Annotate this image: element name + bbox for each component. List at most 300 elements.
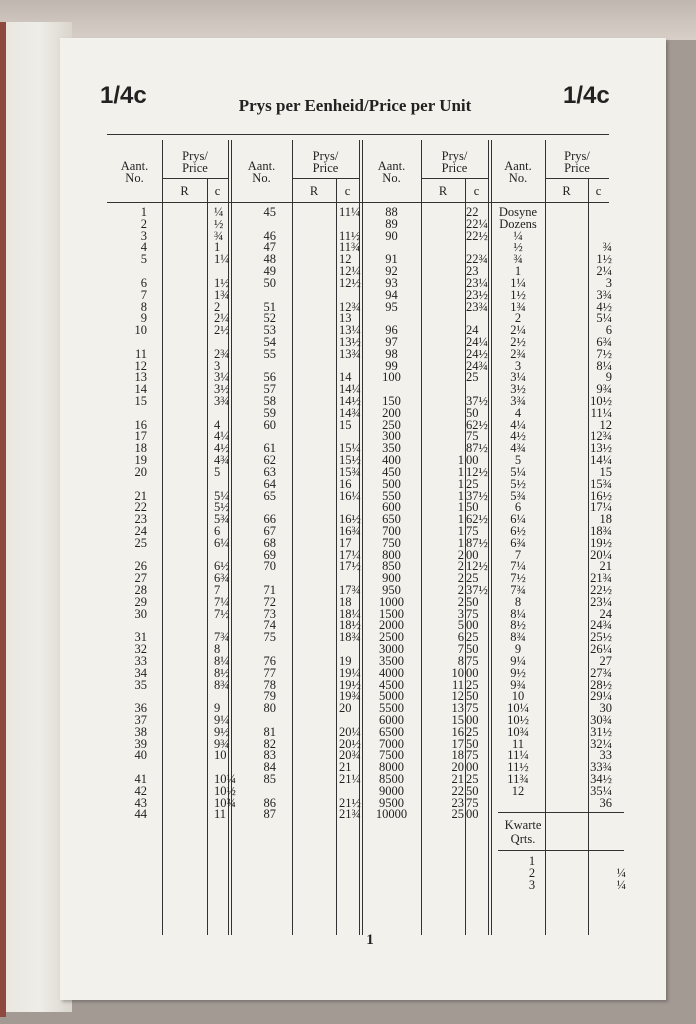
cents-cell: 2½ (214, 323, 230, 338)
quantity-cell: 72 (263, 594, 276, 609)
cents-cell: 3 (605, 275, 612, 290)
cents-cell: 25 (466, 677, 479, 692)
quantity-cell: 33 (134, 653, 147, 668)
rand-cell (421, 254, 464, 266)
rand-cell: 1 (457, 535, 464, 550)
cents-cell: 00 (466, 712, 479, 727)
quantity-cell: 55 (263, 346, 276, 361)
cents-cell: 2 (214, 299, 221, 314)
page-number: 1 (366, 932, 374, 948)
cents-cell: 12 (339, 252, 352, 267)
cents-cell: 19 (339, 653, 352, 668)
cents-cell: 22¼ (466, 216, 488, 231)
rand-cell: 7 (457, 642, 464, 657)
quantity-cell: 5½ (510, 476, 526, 491)
cents-cell: 12 (599, 417, 612, 432)
cents-cell: 15 (339, 417, 352, 432)
cents-cell: 23 (466, 264, 479, 279)
cents-cell: 50 (466, 689, 479, 704)
quantity-cell: 25 (134, 535, 147, 550)
quantity-cell: 6 (140, 275, 147, 290)
cents-cell: 20 (339, 701, 352, 716)
quantity-cell: 70 (263, 559, 276, 574)
cents-cell: 15 (599, 464, 612, 479)
cents-cell: 7¾ (214, 630, 230, 645)
header-qty-2 (231, 160, 292, 184)
cents-cell: 24¾ (466, 358, 488, 373)
header-qty-label-en: No. (252, 171, 271, 185)
quantity-cell: 57 (263, 382, 276, 397)
rand-cell (421, 313, 464, 325)
rule-price-2 (292, 178, 359, 179)
quantity-cell: 2 (528, 865, 536, 880)
quantity-cell: 91 (385, 252, 398, 267)
quantity-cell: 56 (263, 370, 276, 385)
rand-cell: 2 (457, 571, 464, 586)
quantity-cell: 87 (263, 807, 276, 822)
cents-cell: 37½ (466, 394, 488, 408)
cents-cell: 00 (466, 665, 479, 680)
quantity-cell: 1¾ (510, 299, 526, 314)
rand-cell: 16 (451, 724, 464, 739)
cents-cell: 33¾ (590, 760, 612, 775)
top-rule (107, 134, 609, 135)
quantity-cell: 94 (385, 287, 398, 302)
rand-cell: 13 (451, 701, 464, 716)
book-spine-edge (0, 22, 6, 1017)
cents-cell: 20½ (339, 736, 361, 751)
quantity-cell: 11 (134, 346, 147, 361)
quantity-cell: 7¾ (510, 583, 526, 597)
quantity-cell: 5000 (379, 689, 404, 704)
header-qty-3 (362, 160, 421, 184)
cents-cell: 32¼ (590, 736, 612, 751)
rand-cell: 21 (451, 772, 464, 786)
cents-cell: 3¾ (596, 287, 612, 302)
cents-cell: ¾ (214, 228, 224, 243)
quantity-cell: 100 (382, 370, 401, 385)
cents-cell: 9 (605, 370, 612, 385)
cents-cell: 20¼ (590, 547, 612, 562)
col3-cents-list (466, 207, 492, 821)
cents-cell: 12¼ (339, 264, 361, 279)
quantity-cell: 850 (382, 559, 401, 574)
cents-cell: 18¾ (590, 523, 612, 538)
cents-cell: 19¾ (339, 689, 361, 704)
quantity-cell: Dozens (499, 216, 537, 231)
cents-cell: 15¼ (339, 441, 361, 456)
quantity-cell: 4 (140, 240, 147, 255)
cents-cell: 23¼ (590, 594, 612, 609)
quantity-cell: 18 (134, 441, 147, 456)
cents-cell: 5¼ (214, 488, 230, 503)
cents-cell: 26¼ (590, 642, 612, 657)
header-price-label-en: Price (441, 161, 468, 175)
quantity-cell: 1000 (379, 594, 404, 609)
quantity-cell: 89 (385, 216, 398, 231)
quantity-cell: 36 (134, 701, 147, 716)
quantity-cell: 48 (263, 252, 276, 267)
quantity-cell: 99 (385, 358, 398, 373)
quantity-cell: 700 (382, 523, 401, 538)
cents-cell: 00 (466, 618, 479, 633)
quantity-cell: 78 (263, 677, 276, 692)
quantity-cell: 6000 (379, 712, 404, 727)
quantity-cell: 92 (385, 264, 398, 279)
quantity-cell: 71 (263, 583, 276, 597)
price-corner-right: 1/4c (563, 82, 610, 109)
cents-cell: 17¼ (339, 547, 361, 562)
cents-cell: 16½ (590, 488, 612, 503)
rand-cell (421, 242, 464, 254)
cents-cell: 19½ (339, 677, 361, 692)
cents-cell: 75 (466, 795, 479, 810)
rand-cell: 2 (457, 583, 464, 597)
vline-c1-r (162, 140, 163, 935)
cents-cell: 13½ (590, 441, 612, 456)
cents-cell: 8¼ (214, 653, 230, 668)
quantity-cell: 76 (263, 653, 276, 668)
rule-price-1 (162, 178, 228, 179)
cents-cell: 31½ (590, 724, 612, 739)
quantity-cell: 9 (140, 311, 147, 326)
quantity-cell: 5¾ (510, 488, 526, 503)
rand-cell: 2 (457, 547, 464, 562)
quantity-cell: 47 (263, 240, 276, 255)
quantity-cell: 10 (134, 323, 147, 338)
quantity-cell: 26 (134, 559, 147, 574)
col4-cents-list (588, 207, 612, 809)
quantity-cell: 93 (385, 275, 398, 290)
cents-cell: 00 (466, 760, 479, 775)
quantity-cell: 16 (134, 417, 147, 432)
quantity-cell: 10½ (507, 712, 529, 727)
cents-cell: 20¾ (339, 748, 361, 763)
quantity-cell: 68 (263, 535, 276, 550)
cents-cell: 4¾ (214, 453, 230, 468)
col3-quantity-list (362, 207, 421, 821)
quantity-cell: 5¼ (510, 464, 526, 479)
cents-cell: 10½ (214, 783, 236, 798)
cents-cell: ¼ (616, 877, 626, 892)
cents-cell: 8¼ (596, 358, 612, 373)
quantity-cell: 450 (382, 464, 401, 479)
quantity-cell: 11¼ (507, 748, 529, 763)
cents-cell: 18¼ (339, 606, 361, 621)
header-qty-label: Aant. (120, 159, 149, 173)
header-rand-4: R (562, 184, 571, 198)
cents-cell: 11 (214, 807, 227, 822)
quantity-cell: 800 (382, 547, 401, 562)
cents-cell: 75 (466, 653, 479, 668)
quantity-cell: 46 (263, 228, 276, 243)
cents-cell: 25 (466, 370, 479, 385)
cents-cell: 75 (466, 748, 479, 763)
cents-cell: 50 (466, 405, 479, 420)
header-qty-label-en: No. (382, 171, 401, 185)
header-cents-2: c (344, 184, 351, 198)
cents-cell: ½ (214, 216, 224, 231)
cents-cell: 6¼ (214, 535, 230, 550)
rand-cell: 17 (451, 736, 464, 751)
quantity-cell: 84 (263, 760, 276, 775)
quantity-cell: 12 (134, 358, 147, 373)
cents-cell: 50 (466, 594, 479, 609)
cents-cell: 15¾ (339, 464, 361, 479)
quantity-cell: 650 (382, 512, 401, 527)
rand-cell (421, 278, 464, 290)
quantity-cell: 3 (140, 228, 147, 243)
kwarte-header (498, 818, 548, 846)
quantity-cell: 4¾ (510, 441, 526, 456)
background-top (0, 0, 696, 40)
quantity-cell: 9¼ (510, 653, 526, 668)
quantity-cell: 10¼ (507, 701, 529, 716)
quantity-cell: 49 (263, 264, 276, 279)
quantity-cell: 2½ (510, 334, 526, 349)
cents-cell: 22½ (590, 583, 612, 597)
cents-cell: 19¼ (339, 665, 361, 680)
quantity-cell: 74 (263, 618, 276, 633)
rand-cell (421, 396, 464, 408)
cents-cell: 21¾ (339, 807, 361, 822)
cents-cell: 24 (599, 606, 612, 621)
quantity-cell: 10000 (375, 807, 408, 822)
cents-cell: 7¼ (214, 594, 230, 609)
cents-cell: 6¾ (596, 334, 612, 349)
quantity-cell: 5 (140, 252, 147, 267)
cents-cell: 11¼ (339, 205, 361, 219)
cents-cell: 25 (466, 476, 479, 491)
cents-cell: 87½ (466, 441, 488, 456)
cents-cell: ¾ (602, 240, 612, 255)
cents-cell: 12¾ (590, 429, 612, 444)
header-qty-1 (107, 160, 162, 184)
quantity-cell: 400 (382, 453, 401, 468)
cents-cell: 10 (214, 748, 227, 763)
header-price-label-en: Price (182, 161, 208, 175)
quantity-cell: 51 (263, 299, 276, 314)
rand-cell: 22 (451, 783, 464, 798)
cents-cell: 6½ (214, 559, 230, 574)
quantity-cell: 14 (134, 382, 147, 397)
cents-cell: 50 (466, 500, 479, 515)
rand-cell: 10 (451, 665, 464, 680)
cents-cell: 21 (339, 760, 352, 775)
quantity-cell: 8 (140, 299, 147, 314)
quantity-cell: ¼ (513, 228, 523, 243)
cents-cell: 19½ (590, 535, 612, 550)
quantity-cell: 350 (382, 441, 401, 456)
cents-cell: 8¾ (214, 677, 230, 692)
cents-cell: 8 (214, 642, 221, 657)
quantity-cell: 1500 (379, 606, 404, 621)
cents-cell: 9¾ (214, 736, 230, 751)
quantity-cell: 5500 (379, 701, 404, 716)
quantity-cell: 85 (263, 772, 276, 786)
header-cents-3: c (473, 184, 480, 198)
rand-cell: 1 (457, 500, 464, 515)
quantity-cell: 550 (382, 488, 401, 503)
cents-cell: 3¼ (214, 370, 230, 385)
quantity-cell: 66 (263, 512, 276, 527)
cents-cell: 2¼ (596, 264, 612, 279)
quantity-cell: 97 (385, 334, 398, 349)
quantity-cell: 82 (263, 736, 276, 751)
cents-cell: 14¼ (339, 382, 361, 397)
quantity-cell: 69 (263, 547, 276, 562)
quantity-cell: 63 (263, 464, 276, 479)
cents-cell: 1½ (214, 275, 230, 290)
rule-price-3 (421, 178, 488, 179)
quantity-cell: 73 (263, 606, 276, 621)
quantity-cell: 34 (134, 665, 147, 680)
cents-cell: 5¾ (214, 512, 230, 527)
rand-cell: 1 (457, 464, 464, 479)
rand-cell (421, 302, 464, 314)
cents-cell: 50 (466, 783, 479, 798)
cents-cell: 50 (466, 642, 479, 657)
cents-cell: 24 (466, 323, 479, 338)
quantity-cell: 2 (514, 311, 522, 326)
cents-cell: 27 (599, 653, 612, 668)
rand-cell (421, 420, 464, 432)
cents-cell: 12½ (466, 464, 488, 479)
quantity-cell: 80 (263, 701, 276, 716)
rand-cell (421, 207, 464, 219)
cents-cell: 24¾ (590, 618, 612, 633)
cents-cell: 4¼ (214, 429, 230, 444)
quantity-cell: 11 (511, 736, 525, 751)
rand-cell (421, 349, 464, 361)
quantity-cell: 300 (382, 429, 401, 444)
cents-cell: 14¼ (590, 453, 612, 468)
quantity-cell: 59 (263, 405, 276, 420)
quantity-cell: 43 (134, 795, 147, 810)
quantity-cell: 8¼ (510, 606, 526, 621)
vline-c2-c (336, 178, 337, 935)
cents-cell: 75 (466, 701, 479, 716)
quantity-cell: 2000 (379, 618, 404, 633)
rand-cell (421, 361, 464, 373)
cents-cell: 30 (599, 701, 612, 716)
quantity-cell: 4¼ (510, 417, 526, 432)
cents-cell: 12¾ (339, 299, 361, 314)
quantity-cell: 2500 (379, 630, 404, 645)
quantity-cell: 3500 (379, 653, 404, 668)
quantity-cell: 600 (382, 500, 401, 515)
cents-cell: 36 (599, 795, 612, 810)
quantity-cell: 5 (514, 453, 522, 468)
cents-cell: 13¼ (339, 323, 361, 338)
quantity-cell: 2 (140, 216, 147, 231)
cents-cell: 14½ (339, 394, 361, 408)
cents-cell: 16¼ (339, 488, 361, 503)
cents-cell: 25 (466, 772, 479, 786)
quantity-cell: 2¾ (510, 346, 526, 361)
cents-cell: 20¼ (339, 724, 361, 739)
quantity-cell: 23 (134, 512, 147, 527)
rand-cell: 2 (457, 559, 464, 574)
header-price-2 (292, 150, 359, 174)
cents-cell: 30¾ (590, 712, 612, 727)
cents-cell: 62½ (466, 417, 488, 432)
quantity-cell: 21 (134, 488, 147, 503)
cents-cell: 17¼ (590, 500, 612, 515)
quantity-cell: 79 (263, 689, 276, 704)
quantity-cell: 8 (514, 594, 522, 609)
kwarte-quantity-list (505, 856, 559, 891)
cents-cell: 9¼ (214, 712, 230, 727)
quantity-cell: 28 (134, 583, 147, 597)
cents-cell: 3½ (214, 382, 230, 397)
quantity-cell: 52 (263, 311, 276, 326)
quantity-cell: 45 (263, 205, 276, 219)
header-qty-label: Aant. (247, 159, 276, 173)
rand-cell: 25 (451, 807, 464, 822)
cents-cell: 1¼ (214, 252, 230, 267)
quantity-cell: 6¾ (510, 535, 526, 550)
cents-cell: 16½ (339, 512, 361, 527)
header-qty-label-en: No. (508, 171, 528, 185)
cents-cell: 18 (339, 594, 352, 609)
header-price-label: Prys/ (564, 149, 590, 163)
rand-cell: 6 (457, 630, 464, 645)
col1-cents-list (214, 205, 236, 822)
cents-cell: 13¾ (339, 346, 361, 361)
quantity-cell: 6500 (379, 724, 404, 739)
header-qty-label: Aant. (377, 159, 406, 173)
cents-cell: 10¾ (214, 795, 236, 810)
quantity-cell: 1½ (510, 287, 526, 302)
cents-cell: 9¾ (596, 382, 612, 397)
cents-cell: 00 (466, 807, 479, 822)
quantity-cell: 11½ (507, 760, 529, 775)
header-rand-3: R (438, 184, 448, 198)
quantity-cell: 37 (134, 712, 147, 727)
kwarte-cents-list (588, 856, 626, 891)
quantity-cell: 90 (385, 228, 398, 243)
header-qty-4 (491, 160, 545, 184)
quantity-cell: 24 (134, 523, 147, 538)
cents-cell: 24¼ (466, 334, 488, 349)
quantity-cell: 8¾ (510, 630, 526, 645)
header-price-4 (545, 150, 609, 174)
vline-c1-c (207, 178, 208, 935)
cents-cell: 37½ (466, 583, 488, 597)
header-cents-4: c (595, 184, 602, 198)
quantity-cell: 12 (511, 783, 525, 798)
cents-cell: 13½ (339, 334, 361, 349)
quantity-cell: 4½ (510, 429, 526, 444)
rand-cell (421, 337, 464, 349)
cents-cell: 16 (339, 476, 352, 491)
header-price-label: Prys/ (182, 149, 208, 163)
qrts-label: Qrts. (510, 832, 536, 846)
quantity-cell: 7 (140, 287, 147, 302)
cents-cell: 15¾ (590, 476, 612, 491)
rand-cell: 11 (451, 677, 464, 692)
cents-cell: 50 (466, 736, 479, 751)
quantity-cell: 11¾ (507, 772, 529, 786)
rand-cell: 15 (451, 712, 464, 727)
quantity-cell: 8500 (379, 772, 404, 786)
price-corner-left: 1/4c (100, 82, 147, 109)
quantity-cell: 42 (134, 783, 147, 798)
rand-cell (421, 266, 464, 278)
rand-cell: 18 (451, 748, 464, 763)
cents-cell: 4 (214, 417, 221, 432)
